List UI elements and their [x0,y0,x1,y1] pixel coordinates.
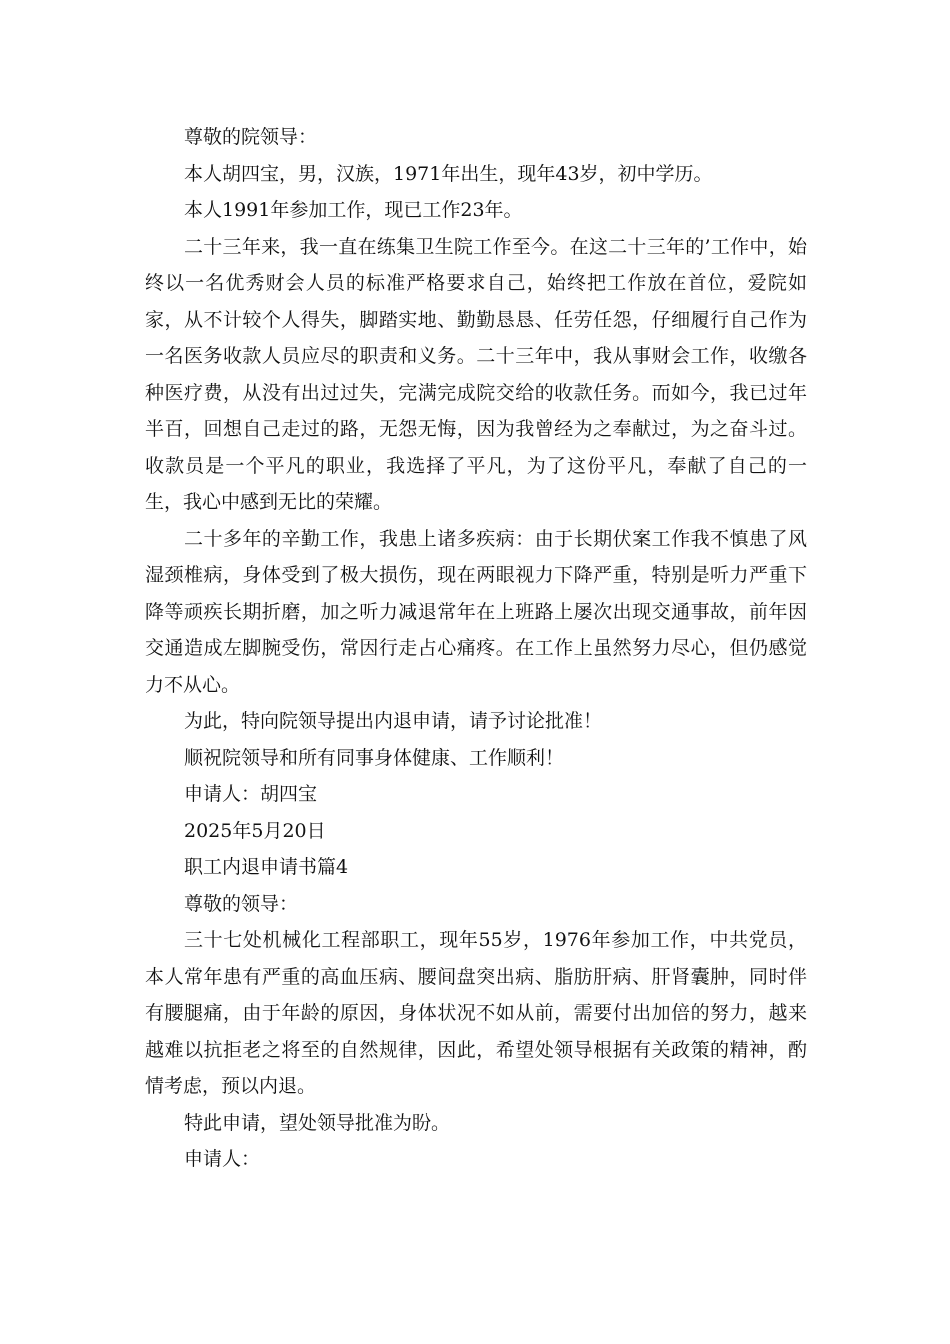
personal-info-paragraph: 本人胡四宝，男，汉族，1971年出生，现年43岁，初中学历。 [184,162,713,185]
career-paragraph: 二十三年来，我一直在练集卫生院工作至今。在这二十三年的’工作中，始终以一名优秀财会人员的标准严格要求自己，始终把工作放在首位，爱院如家，从不计较个人得失，脚踏实地、勤勤恳恳、任劳任怨，仔细履行自己作为一名医务收款人员应尽的职责和义务。二十三年中，我从事财会工作，收缴各种医疗费，从没有出过过失，完满完成院交给的收款任务。而如今，我已过年半百，回想自己走过的路，无怨无悔，因为我曾经为之奉献过，为之奋斗过。收款员是一个平凡的职业，我选择了平凡，为了这份平凡，奉献了自己的一生，我心中感到无比的荣耀。 [145,235,807,513]
applicant-label: 申请人： [184,1148,261,1170]
application-date: 2025年5月20日 [184,819,326,842]
wishes-paragraph: 顺祝院领导和所有同事身体健康、工作顺利！ [184,746,565,769]
applicant-situation-paragraph: 三十七处机械化工程部职工，现年55岁，1976年参加工作，中共党员，本人常年患有严重的高血压病、腰间盘突出病、脂肪肝病、肝肾囊肿，同时伴有腰腿痛，由于年龄的原因，身体状况不如从前，需要付出加倍的努力，越来越难以抗拒老之将至的自然规律，因此，希望处领导根据有关政策的精神，酌情考虑，预以内退。 [145,929,807,1097]
salutation-leader: 尊敬的领导： [184,892,299,915]
request-paragraph: 为此，特向院领导提出内退申请，请予讨论批准！ [184,710,603,732]
health-paragraph: 二十多年的辛勤工作，我患上诸多疾病：由于长期伏案工作我不慎患了风湿颈椎病，身体受到了极大损伤，现在两眼视力下降严重，特别是听力严重下降等顽疾长期折磨，加之听力减退常年在上班路上屡次出现交通事故，前年因交通造成左脚腕受伤，常因行走占心痛疼。在工作上虽然努力尽心，但仍感觉力不从心。 [145,527,807,696]
document-body [145,119,807,1178]
work-years-paragraph: 本人1991年参加工作，现已工作23年。 [184,199,523,221]
salutation-hospital: 尊敬的院领导： [184,126,318,148]
applicant-signature: 申请人：胡四宝 [184,783,318,805]
closing-request-paragraph: 特此申请，望处领导批准为盼。 [184,1111,451,1134]
section-title: 职工内退申请书篇4 [184,856,349,878]
